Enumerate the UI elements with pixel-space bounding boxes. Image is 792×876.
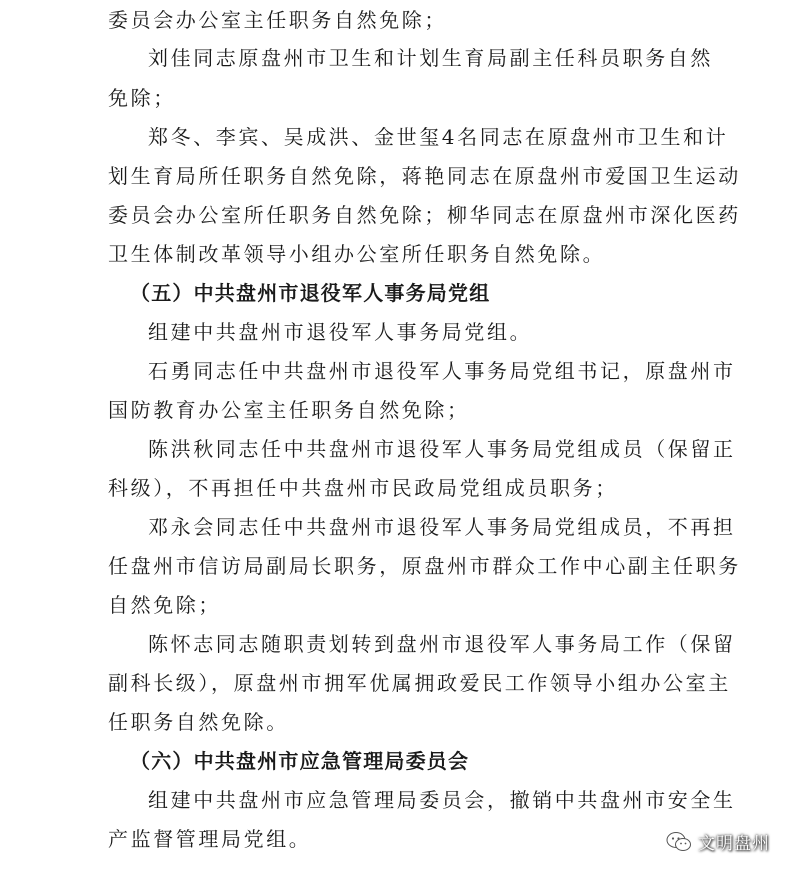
section-heading: （六）中共盘州市应急管理局委员会 xyxy=(130,749,470,773)
wechat-icon xyxy=(666,831,692,853)
text-line: 组建中共盘州市退役军人事务局党组。 xyxy=(148,320,533,344)
text-line: 产监督管理局党组。 xyxy=(108,827,312,851)
text-line: 郑冬、李宾、吴成洪、金世玺4名同志在原盘州市卫生和计 xyxy=(148,125,729,149)
text-line: 免除； xyxy=(108,86,176,110)
text-line: 组建中共盘州市应急管理局委员会，撤销中共盘州市安全生 xyxy=(148,788,736,812)
watermark xyxy=(666,829,770,854)
section-heading: （五）中共盘州市退役军人事务局党组 xyxy=(130,281,491,305)
watermark-text: 文明盘州 xyxy=(698,834,770,854)
text-line: 科级），不再担任中共盘州市民政局党组成员职务； xyxy=(108,476,618,500)
text-line: 委员会办公室主任职务自然免除； xyxy=(108,8,447,32)
text-line: 卫生体制改革领导小组办公室所任职务自然免除。 xyxy=(108,242,606,266)
text-line: 副科长级），原盘州市拥军优属拥政爱民工作领导小组办公室主 xyxy=(108,671,731,695)
text-line: 国防教育办公室主任职务自然免除； xyxy=(108,398,470,422)
text-line: 石勇同志任中共盘州市退役军人事务局党组书记，原盘州市 xyxy=(148,359,736,383)
text-line: 任职务自然免除。 xyxy=(108,710,289,734)
text-line: 任盘州市信访局副局长职务，原盘州市群众工作中心副主任职务 xyxy=(108,554,741,578)
text-line: 自然免除； xyxy=(108,593,221,617)
text-line: 邓永会同志任中共盘州市退役军人事务局党组成员，不再担 xyxy=(148,515,736,539)
text-line: 委员会办公室所任职务自然免除；柳华同志在原盘州市深化医药 xyxy=(108,203,741,227)
text-line: 陈怀志同志随职责划转到盘州市退役军人事务局工作（保留 xyxy=(148,632,736,656)
text-line: 划生育局所任职务自然免除，蒋艳同志在原盘州市爱国卫生运动 xyxy=(108,164,741,188)
text-line: 陈洪秋同志任中共盘州市退役军人事务局党组成员（保留正 xyxy=(148,437,736,461)
text-line: 刘佳同志原盘州市卫生和计划生育局副主任科员职务自然 xyxy=(148,46,713,70)
